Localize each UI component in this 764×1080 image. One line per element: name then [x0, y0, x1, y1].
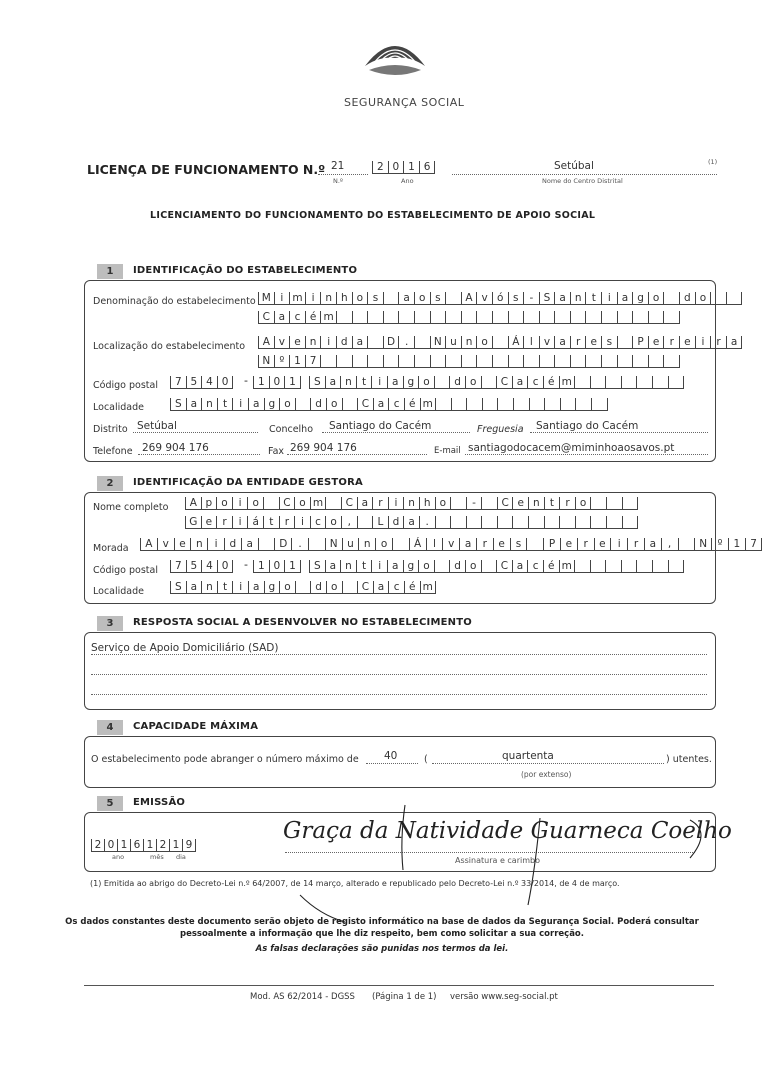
- grid-cell: C: [341, 497, 357, 509]
- grid-cell: r: [559, 497, 575, 509]
- assinatura-label: Assinatura e carimbo: [455, 856, 540, 865]
- date-label-dia: dia: [176, 853, 186, 861]
- grid-cell: u: [342, 538, 359, 550]
- signature: Graça da Natividade Guarneca Coelho: [283, 818, 732, 844]
- grid-cell: g: [632, 292, 648, 304]
- morada-label: Morada: [93, 543, 129, 554]
- grid-cell: i: [232, 581, 248, 593]
- grid-cell: Á: [409, 538, 426, 550]
- grid-cell: r: [570, 336, 586, 348]
- grid-cell: o: [465, 376, 481, 388]
- section-5-title: EMISSÃO: [133, 797, 186, 808]
- grid-cell: C: [497, 497, 513, 509]
- grid-cell: t: [356, 376, 372, 388]
- fax-value: 269 904 176: [290, 442, 357, 454]
- grid-cell: t: [544, 497, 560, 509]
- fax-label: Fax: [268, 446, 285, 457]
- grid-cell: o: [695, 292, 711, 304]
- grid-cell: 0: [388, 161, 404, 173]
- grid-cell: á: [247, 516, 263, 528]
- grid-cell: P: [632, 336, 648, 348]
- grid-cell: M: [258, 292, 274, 304]
- resposta-social-value: Serviço de Apoio Domiciliário (SAD): [91, 642, 279, 654]
- grid-cell: S: [170, 581, 186, 593]
- grid-cell: a: [373, 581, 389, 593]
- grid-cell: r: [476, 538, 493, 550]
- grid-cell: o: [414, 292, 430, 304]
- grid-cell: o: [418, 376, 434, 388]
- grid-cell: n: [201, 581, 217, 593]
- grid-cell: c: [310, 516, 326, 528]
- grid-cell: m: [310, 497, 326, 509]
- main-heading: LICENCIAMENTO DO FUNCIONAMENTO DO ESTABELECIMENTO DE APOIO SOCIAL: [150, 210, 596, 221]
- grid-cell: o: [294, 497, 310, 509]
- grid-cell: o: [465, 560, 481, 572]
- notice-line-2: pessoalmente a informação que lhe diz respeito, bem como solicitar a sua correção.: [180, 929, 584, 939]
- grid-cell: r: [663, 336, 679, 348]
- grid-cell: G: [185, 516, 201, 528]
- grid-cell: a: [644, 538, 661, 550]
- grid-cell: c: [388, 398, 404, 410]
- grid-cell: d: [224, 538, 241, 550]
- grid-cell: o: [575, 497, 591, 509]
- grid-cell: a: [325, 376, 341, 388]
- grid-cell: n: [461, 336, 477, 348]
- telefone-label: Telefone: [93, 446, 133, 457]
- freguesia-label: Freguesia: [477, 424, 524, 435]
- grid-cell: n: [201, 398, 217, 410]
- grid-cell: m: [289, 292, 305, 304]
- grid-cell: i: [232, 497, 248, 509]
- license-title: LICENÇA DE FUNCIONAMENTO N.º: [87, 162, 326, 177]
- grid-cell: d: [388, 516, 404, 528]
- grid-cell: 1: [284, 376, 301, 388]
- grid-cell: C: [258, 311, 274, 323]
- grid-cell: C: [496, 376, 512, 388]
- footer-divider: [84, 985, 714, 986]
- grid-cell: P: [543, 538, 560, 550]
- grid-cell: v: [274, 336, 290, 348]
- grid-cell: v: [476, 292, 492, 304]
- grid-cell: t: [263, 516, 279, 528]
- grid-cell: a: [186, 398, 202, 410]
- grid-cell: 5: [186, 560, 202, 572]
- grid-cell: t: [217, 581, 233, 593]
- grid-cell: o: [325, 516, 341, 528]
- grid-cell: 2: [372, 161, 388, 173]
- grid-cell: a: [248, 398, 264, 410]
- grid-cell: o: [375, 538, 392, 550]
- grid-cell: a: [186, 581, 202, 593]
- grid-cell: o: [247, 497, 263, 509]
- grid-cell: n: [403, 497, 419, 509]
- grid-cell: 0: [217, 376, 234, 388]
- grid-cell: r: [372, 497, 388, 509]
- grid-cell: 5: [186, 376, 202, 388]
- date-label-ano: ano: [112, 853, 125, 861]
- grid-cell: 6: [419, 161, 436, 173]
- grid-cell: d: [310, 398, 326, 410]
- grid-cell: g: [403, 376, 419, 388]
- grid-cell: i: [232, 516, 248, 528]
- grid-cell: 7: [170, 560, 186, 572]
- distrito-label: Distrito: [93, 424, 128, 435]
- grid-cell: a: [274, 311, 290, 323]
- grid-cell: d: [679, 292, 695, 304]
- grid-cell: a: [398, 292, 414, 304]
- grid-cell: ,: [661, 538, 678, 550]
- grid-cell: n: [340, 560, 356, 572]
- grid-cell: v: [157, 538, 174, 550]
- grid-cell: l: [523, 336, 539, 348]
- capacidade-open-paren: (: [424, 754, 428, 765]
- grid-cell: m: [559, 560, 575, 572]
- telefone-value: 269 904 176: [142, 442, 209, 454]
- grid-cell: m: [420, 398, 436, 410]
- grid-cell: n: [358, 538, 375, 550]
- codigo-postal-label: Código postal: [93, 380, 158, 391]
- grid-cell: 1: [117, 839, 130, 851]
- grid-cell: C: [496, 560, 512, 572]
- grid-cell: 1: [253, 376, 269, 388]
- sub-label-center: Nome do Centro Distrital: [542, 177, 623, 185]
- grid-cell: n: [305, 336, 321, 348]
- grid-cell: 4: [201, 376, 217, 388]
- grid-cell: r: [710, 336, 726, 348]
- grid-cell: N: [430, 336, 446, 348]
- grid-cell: a: [726, 336, 743, 348]
- grid-cell: a: [512, 560, 528, 572]
- grid-cell: a: [357, 497, 373, 509]
- grid-cell: a: [387, 560, 403, 572]
- grid-cell: u: [445, 336, 461, 348]
- grid-cell: o: [279, 398, 295, 410]
- grid-cell: t: [356, 560, 372, 572]
- localidade-label: Localidade: [93, 402, 144, 413]
- grid-cell: Á: [508, 336, 524, 348]
- grid-cell: l: [426, 538, 443, 550]
- nome-completo-label: Nome completo: [93, 502, 169, 513]
- grid-cell: e: [679, 336, 695, 348]
- grid-cell: é: [404, 398, 420, 410]
- grid-cell: n: [340, 376, 356, 388]
- grid-cell: i: [371, 376, 387, 388]
- grid-cell: .: [398, 336, 414, 348]
- grid-cell: N: [694, 538, 711, 550]
- codigo-postal-separator: -: [244, 374, 248, 387]
- grid-cell: a: [403, 516, 419, 528]
- sub-label-year: Ano: [401, 177, 414, 185]
- grid-cell: a: [387, 376, 403, 388]
- grid-cell: º: [711, 538, 728, 550]
- grid-cell: o: [476, 336, 492, 348]
- grid-cell: a: [241, 538, 258, 550]
- codigo-postal-2-separator: -: [244, 558, 248, 571]
- capacidade-text-before: O estabelecimento pode abranger o número máximo de: [91, 754, 359, 765]
- grid-cell: é: [305, 311, 321, 323]
- grid-cell: m: [420, 581, 437, 593]
- grid-cell: 6: [130, 839, 143, 851]
- grid-cell: -: [466, 497, 482, 509]
- grid-cell: a: [352, 336, 368, 348]
- grid-cell: r: [279, 516, 295, 528]
- grid-cell: i: [207, 538, 224, 550]
- section-1-number: 1: [97, 264, 123, 279]
- grid-cell: i: [294, 516, 310, 528]
- grid-cell: 0: [269, 560, 285, 572]
- grid-cell: C: [357, 398, 373, 410]
- grid-cell: S: [170, 398, 186, 410]
- grid-cell: t: [585, 292, 601, 304]
- grid-cell: e: [201, 516, 217, 528]
- section-4-title: CAPACIDADE MÁXIMA: [133, 721, 259, 732]
- grid-cell: s: [367, 292, 383, 304]
- footnote: (1) Emitida ao abrigo do Decreto-Lei n.º 64/2007, de 14 março, alterado e republicado pelo Decreto-Lei n.º 33/2014, de 4 de março.: [90, 879, 620, 888]
- grid-cell: s: [430, 292, 446, 304]
- grid-cell: e: [594, 538, 611, 550]
- grid-cell: 1: [289, 355, 305, 367]
- grid-cell: A: [140, 538, 157, 550]
- footer-model: Mod. AS 62/2014 - DGSS: [250, 992, 355, 1002]
- grid-cell: a: [554, 292, 570, 304]
- grid-cell: g: [264, 581, 280, 593]
- grid-cell: 2: [156, 839, 169, 851]
- grid-cell: o: [648, 292, 664, 304]
- capacidade-extenso-label: (por extenso): [521, 770, 572, 779]
- grid-cell: L: [372, 516, 388, 528]
- grid-cell: h: [336, 292, 352, 304]
- grid-cell: n: [528, 497, 544, 509]
- grid-cell: g: [264, 398, 280, 410]
- capacidade-extenso: quartenta: [502, 750, 554, 762]
- footer-page: (Página 1 de 1): [372, 992, 437, 1002]
- grid-cell: e: [174, 538, 191, 550]
- grid-cell: p: [201, 497, 217, 509]
- grid-cell: 1: [253, 560, 269, 572]
- grid-cell: c: [527, 376, 543, 388]
- grid-cell: i: [305, 292, 321, 304]
- grid-cell: e: [648, 336, 664, 348]
- grid-cell: i: [371, 560, 387, 572]
- grid-cell: A: [185, 497, 201, 509]
- grid-cell: i: [601, 292, 617, 304]
- grid-cell: C: [357, 581, 373, 593]
- section-3-number: 3: [97, 616, 123, 631]
- email-value: santiagodocacem@miminhoaosavos.pt: [468, 442, 675, 454]
- grid-cell: i: [232, 398, 248, 410]
- grid-cell: r: [577, 538, 594, 550]
- grid-cell: 1: [403, 161, 419, 173]
- grid-cell: 1: [728, 538, 745, 550]
- date-label-mes: mês: [150, 853, 164, 861]
- grid-cell: é: [543, 376, 559, 388]
- grid-cell: e: [560, 538, 577, 550]
- section-2-title: IDENTIFICAÇÃO DA ENTIDADE GESTORA: [133, 477, 363, 488]
- grid-cell: A: [258, 336, 274, 348]
- grid-cell: o: [435, 497, 451, 509]
- grid-cell: 1: [143, 839, 156, 851]
- grid-cell: .: [291, 538, 308, 550]
- grid-cell: n: [190, 538, 207, 550]
- grid-cell: D: [274, 538, 291, 550]
- grid-cell: a: [512, 376, 528, 388]
- grid-cell: d: [449, 560, 465, 572]
- grid-cell: i: [320, 336, 336, 348]
- grid-cell: o: [326, 581, 342, 593]
- notice-line-3: As falsas declarações são punidas nos termos da lei.: [255, 944, 509, 954]
- grid-cell: 1: [169, 839, 182, 851]
- grid-cell: a: [373, 398, 389, 410]
- grid-cell: r: [216, 516, 232, 528]
- section-3-title: RESPOSTA SOCIAL A DESENVOLVER NO ESTABELECIMENTO: [133, 617, 472, 628]
- localizacao-label: Localização do estabelecimento: [93, 341, 246, 352]
- grid-cell: é: [404, 581, 420, 593]
- grid-cell: a: [248, 581, 264, 593]
- grid-cell: 9: [182, 839, 196, 851]
- grid-cell: m: [559, 376, 575, 388]
- grid-cell: n: [570, 292, 586, 304]
- grid-cell: n: [320, 292, 336, 304]
- grid-cell: D: [383, 336, 399, 348]
- concelho-label: Concelho: [269, 424, 314, 435]
- grid-cell: ,: [341, 516, 357, 528]
- grid-cell: o: [326, 398, 342, 410]
- grid-cell: e: [585, 336, 601, 348]
- org-name: SEGURANÇA SOCIAL: [344, 96, 465, 109]
- grid-cell: s: [510, 538, 527, 550]
- notice-line-1: Os dados constantes deste documento serão objeto de registo informático na base de dados da Segurança Social. Poderá consultar: [65, 917, 699, 927]
- grid-cell: 0: [269, 376, 285, 388]
- grid-cell: d: [449, 376, 465, 388]
- localidade-2-label: Localidade: [93, 586, 144, 597]
- grid-cell: 1: [284, 560, 301, 572]
- grid-cell: N: [325, 538, 342, 550]
- grid-cell: i: [695, 336, 711, 348]
- grid-cell: 7: [305, 355, 321, 367]
- grid-cell: a: [325, 560, 341, 572]
- grid-cell: i: [610, 538, 627, 550]
- grid-cell: é: [543, 560, 559, 572]
- grid-cell: S: [309, 560, 325, 572]
- grid-cell: c: [527, 560, 543, 572]
- grid-cell: 0: [217, 560, 234, 572]
- grid-cell: 7: [745, 538, 763, 550]
- grid-cell: a: [617, 292, 633, 304]
- denominacao-label: Denominação do estabelecimento: [93, 296, 256, 307]
- grid-cell: 2: [91, 839, 104, 851]
- grid-cell: S: [309, 376, 325, 388]
- grid-cell: A: [461, 292, 477, 304]
- grid-cell: d: [336, 336, 352, 348]
- grid-cell: .: [419, 516, 435, 528]
- grid-cell: C: [279, 497, 295, 509]
- grid-cell: m: [320, 311, 336, 323]
- grid-cell: s: [508, 292, 524, 304]
- grid-cell: i: [388, 497, 404, 509]
- email-label: E-mail: [434, 446, 461, 456]
- grid-cell: 4: [201, 560, 217, 572]
- grid-cell: h: [419, 497, 435, 509]
- grid-cell: r: [627, 538, 644, 550]
- grid-cell: o: [352, 292, 368, 304]
- sub-label-no: N.º: [333, 177, 343, 185]
- grid-cell: o: [418, 560, 434, 572]
- footer-version: versão www.seg-social.pt: [450, 992, 558, 1002]
- grid-cell: g: [403, 560, 419, 572]
- grid-cell: a: [459, 538, 476, 550]
- grid-cell: º: [274, 355, 290, 367]
- grid-cell: v: [442, 538, 459, 550]
- freguesia-value: Santiago do Cacém: [536, 420, 639, 432]
- grid-cell: e: [289, 336, 305, 348]
- footnote-marker: (1): [708, 158, 718, 166]
- grid-cell: s: [601, 336, 617, 348]
- grid-cell: 7: [170, 376, 186, 388]
- grid-cell: S: [539, 292, 555, 304]
- grid-cell: c: [289, 311, 305, 323]
- codigo-postal-2-label: Código postal: [93, 565, 158, 576]
- section-4-number: 4: [97, 720, 123, 735]
- grid-cell: N: [258, 355, 274, 367]
- section-2-number: 2: [97, 476, 123, 491]
- capacidade-numero: 40: [384, 750, 398, 762]
- grid-cell: e: [512, 497, 528, 509]
- grid-cell: i: [274, 292, 290, 304]
- grid-cell: 0: [104, 839, 117, 851]
- grid-cell: v: [539, 336, 555, 348]
- license-number: 21: [331, 160, 345, 172]
- grid-cell: e: [493, 538, 510, 550]
- grid-cell: ó: [492, 292, 508, 304]
- grid-cell: a: [554, 336, 570, 348]
- grid-cell: o: [279, 581, 295, 593]
- grid-cell: -: [523, 292, 539, 304]
- grid-cell: t: [217, 398, 233, 410]
- concelho-value: Santiago do Cacém: [329, 420, 432, 432]
- grid-cell: c: [388, 581, 404, 593]
- grid-cell: d: [310, 581, 326, 593]
- district-center: Setúbal: [554, 160, 594, 172]
- capacidade-text-after: ) utentes.: [666, 754, 712, 765]
- distrito-value: Setúbal: [137, 420, 177, 432]
- section-5-number: 5: [97, 796, 123, 811]
- grid-cell: o: [216, 497, 232, 509]
- section-1-title: IDENTIFICAÇÃO DO ESTABELECIMENTO: [133, 265, 358, 276]
